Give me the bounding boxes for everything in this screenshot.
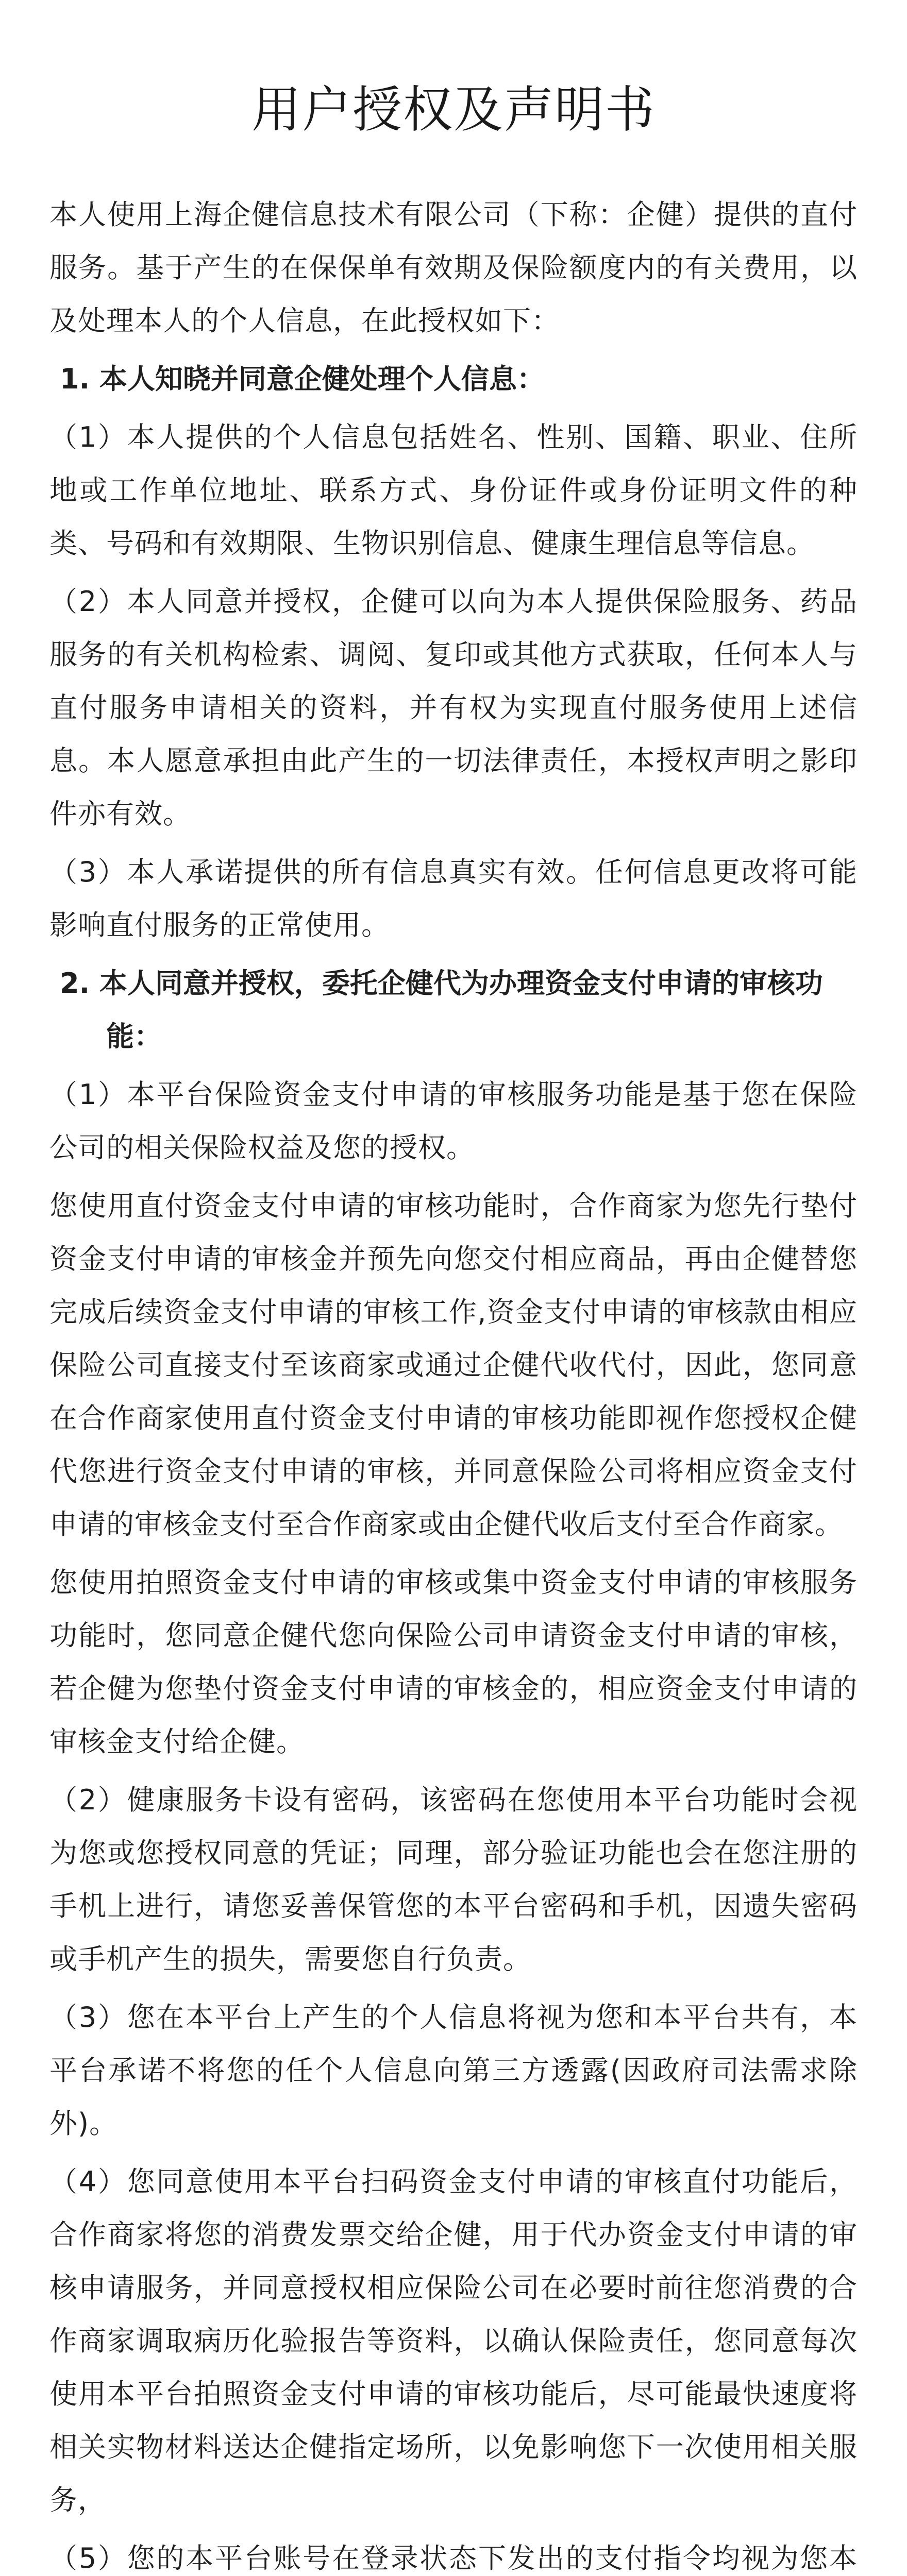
section-1-heading: 1. 本人知晓并同意企健处理个人信息： [60, 363, 545, 395]
section-1-paragraph: （3）本人承诺提供的所有信息真实有效。任何信息更改将可能影响直付服务的正常使用。 [49, 856, 858, 941]
document-title: 用户授权及声明书 [251, 81, 656, 139]
section-2-paragraph: （2）健康服务卡设有密码，该密码在您使用本平台功能时会视为您或您授权同意的凭证；同理，部分验证功能也会在您注册的手机上进行，请您妥善保管您的本平台密码和手机，因遗失密码或手机产生的损失，需要您自行负责。 [49, 1784, 858, 1975]
section-2-paragraph: 您使用直付资金支付申请的审核功能时，合作商家为您先行垫付资金支付申请的审核金并预先向您交付相应商品，再由企健替您完成后续资金支付申请的审核工作,资金支付申请的审核款由相应保险公司直接支付至该商家或通过企健代收代付，因此，您同意在合作商家使用直付资金支付申请的审核功能即视作您授权企健代您进行资金支付申请的审核，并同意保险公司将相应资金支付申请的审核金支付至合作商家或由企健代收后支付至合作商家。 [49, 1190, 858, 1540]
section-2-heading: 2. 本人同意并授权，委托企健代为办理资金支付申请的审核功能： [60, 967, 823, 1053]
section-1-paragraph: （2）本人同意并授权，企健可以向为本人提供保险服务、药品服务的有关机构检索、调阅、复印或其他方式获取，任何本人与直付服务申请相关的资料，并有权为实现直付服务使用上述信息。本人愿意承担由此产生的一切法律责任，本授权声明之影印件亦有效。 [49, 585, 858, 830]
section-2 [49, 957, 858, 2576]
section-2-paragraph: （3）您在本平台上产生的个人信息将视为您和本平台共有，本平台承诺不将您的任个人信息向第三方透露(因政府司法需求除外)。 [49, 2001, 858, 2140]
section-2-paragraph: （4）您同意使用本平台扫码资金支付申请的审核直付功能后，合作商家将您的消费发票交给企健，用于代办资金支付申请的审核申请服务，并同意授权相应保险公司在必要时前往您消费的合作商家调取病历化验报告等资料，以确认保险责任，您同意每次使用本平台拍照资金支付申请的审核功能后，尽可能最快速度将相关实物材料送达企健指定场所，以免影响您下一次使用相关服务， [49, 2165, 858, 2516]
section-2-paragraph: 您使用拍照资金支付申请的审核或集中资金支付申请的审核服务功能时，您同意企健代您向保险公司申请资金支付申请的审核，若企健为您垫付资金支付申请的审核金的，相应资金支付申请的审核金支付给企健。 [49, 1566, 858, 1758]
intro-paragraph: 本人使用上海企健信息技术有限公司（下称：企健）提供的直付服务。基于产生的在保保单有效期及保险额度内的有关费用，以及处理本人的个人信息，在此授权如下： [49, 198, 858, 337]
document-body [49, 188, 858, 2576]
section-1-paragraph: （1）本人提供的个人信息包括姓名、性别、国籍、职业、住所地或工作单位地址、联系方式、身份证件或身份证明文件的种类、号码和有效期限、生物识别信息、健康生理信息等信息。 [49, 421, 858, 560]
section-2-paragraph: （1）本平台保险资金支付申请的审核服务功能是基于您在保险公司的相关保险权益及您的授权。 [49, 1078, 858, 1164]
section-1 [49, 352, 858, 952]
section-2-paragraph: （5）您的本平台账号在登录状态下发出的支付指令均视为您本 [49, 2542, 858, 2574]
